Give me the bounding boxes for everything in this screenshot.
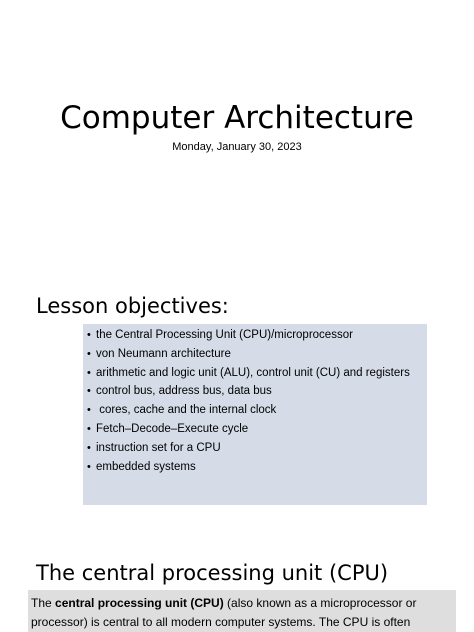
objective-item: [87, 364, 427, 383]
objective-text: cores, cache and the internal clock: [96, 404, 277, 417]
objective-text: control bus, address bus, data bus: [96, 385, 272, 398]
page-title: Computer Architecture: [60, 100, 414, 136]
cpu-section-heading: The central processing unit (CPU): [36, 561, 389, 585]
page-date: Monday, January 30, 2023: [172, 141, 302, 153]
objective-item: [87, 345, 427, 364]
cpu-description-text: [28, 590, 456, 631]
objective-text: Fetch–Decode–Execute cycle: [96, 422, 249, 435]
bullet-icon: •: [87, 347, 91, 360]
objective-item: [87, 439, 427, 458]
objective-text: von Neumann architecture: [96, 347, 231, 360]
cpu-description-box: [28, 590, 456, 632]
objective-item: [87, 401, 427, 420]
objective-text: embedded systems: [96, 460, 196, 473]
bullet-icon: •: [87, 422, 91, 435]
bullet-icon: •: [87, 441, 91, 454]
bullet-icon: •: [87, 385, 91, 398]
objective-item: [87, 458, 427, 477]
objective-text: the Central Processing Unit (CPU)/microprocessor: [96, 329, 353, 341]
objective-text: arithmetic and logic unit (ALU), control unit (CU) and registers: [96, 366, 410, 379]
lesson-objectives-box: [83, 324, 427, 505]
objective-text: instruction set for a CPU: [96, 441, 221, 454]
objective-item: [87, 326, 427, 345]
lesson-objectives-list: [83, 324, 427, 476]
cpu-text-suffix: (also known as a microprocessor or: [223, 596, 417, 610]
objective-item: [87, 420, 427, 439]
bullet-icon: •: [87, 329, 91, 341]
bullet-icon: •: [87, 366, 91, 379]
bullet-icon: •: [87, 460, 91, 473]
cpu-term-bold: central processing unit (CPU): [55, 596, 224, 610]
cpu-text-prefix: The: [31, 596, 56, 610]
lesson-objectives-heading: Lesson objectives:: [36, 294, 229, 318]
bullet-icon: •: [87, 404, 91, 417]
objective-item: [87, 382, 427, 401]
cpu-text-line2: processor) is central to all modern computer systems. The CPU is often: [31, 614, 411, 629]
